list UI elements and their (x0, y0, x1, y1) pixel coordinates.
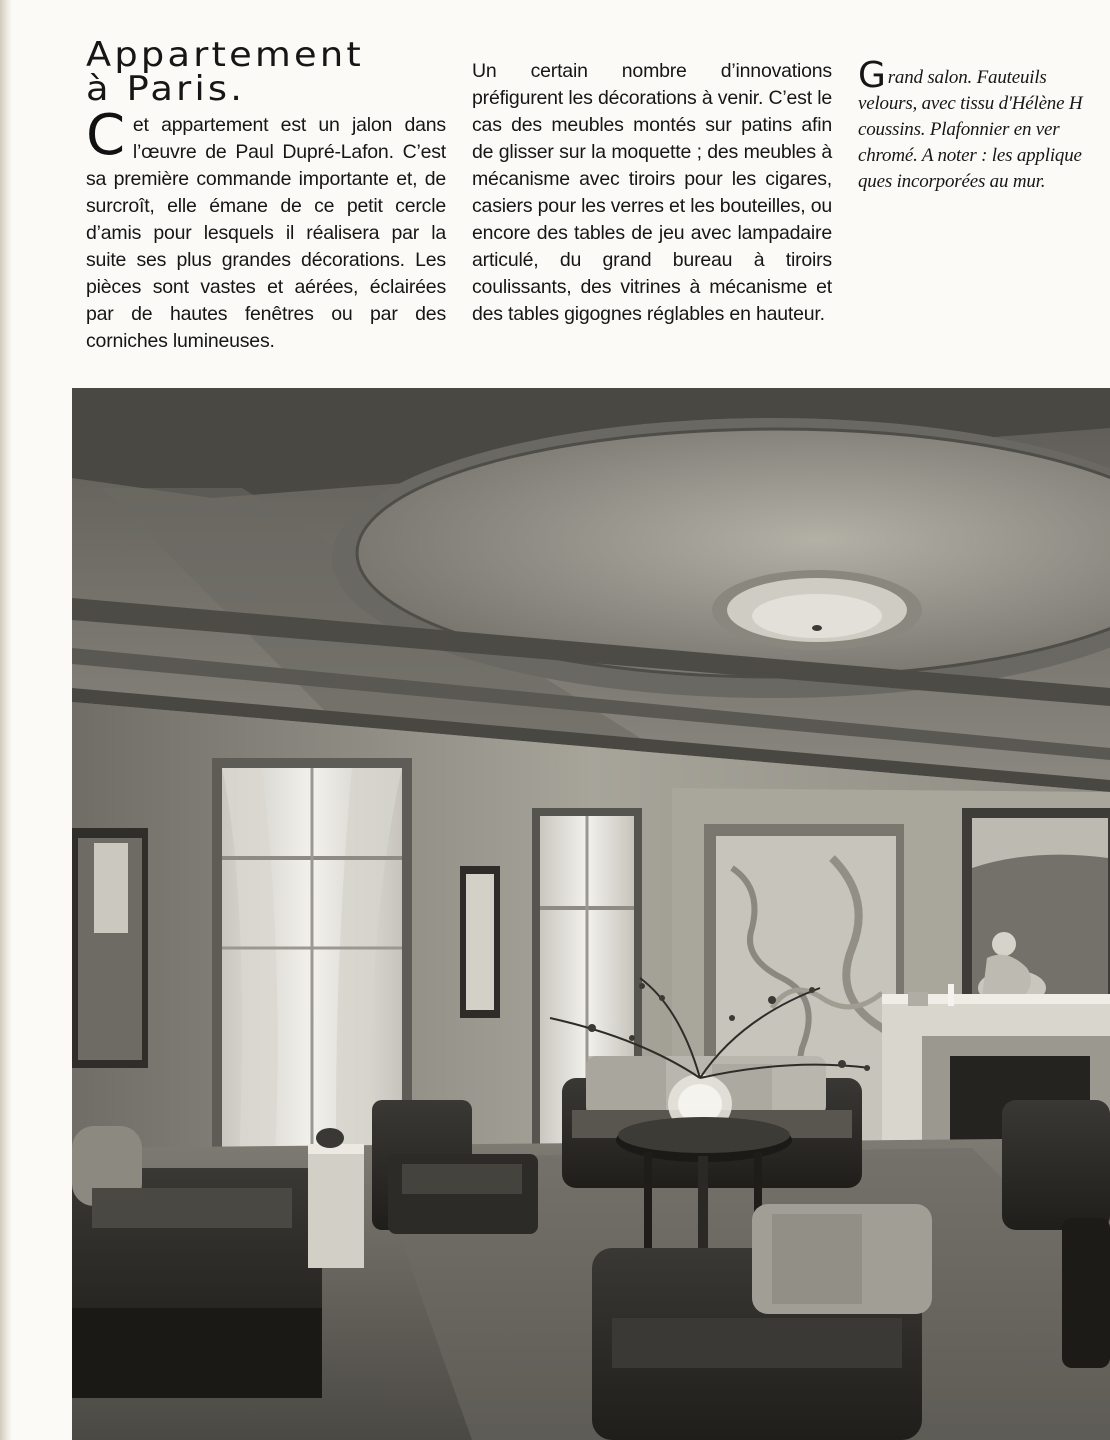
salon-photo-illustration (72, 388, 1110, 1440)
article-title-line1: Appartement (86, 35, 364, 75)
body-column-1-text: et appartement est un jalon dans l’œuvre de Paul Dupré-Lafon. C’est sa première commande importante et, de surcroît, elle émane de ce petit cercle d’amis pour lesquels il réalisera par la suite ses plus grandes décorations. Les pièces sont vastes et aérées, éclairées par de hautes fenêtres ou par des corniches lumineuses. (86, 114, 446, 352)
caption-line-4: chromé. A noter : les applique (858, 145, 1082, 166)
caption-line-2: velours, avec tissu d'Hélène H (858, 93, 1083, 114)
body-column-1 (86, 103, 446, 355)
page-gutter-shadow (0, 0, 12, 1440)
caption-line-3: coussins. Plafonnier en ver (858, 119, 1060, 140)
article-title (86, 35, 486, 109)
salon-photograph (72, 388, 1110, 1440)
article-title-line2: à Paris. (86, 69, 246, 109)
caption-line-5: ques incorporées au mur. (858, 171, 1046, 192)
caption-line-1: Grand salon. Fauteuils (858, 55, 1047, 96)
body-column-2-text: Un certain nombre d’innovations préfigurent les décorations à venir. C’est le cas des meubles montés sur patins afin de glisser sur la moquette ; des meubles à mécanisme avec tiroirs pour les cigares, casiers pour les verres et les bouteilles, ou encore des tables de jeu avec lampadaire articulé, du grand bureau à tiroirs coulissants, des vitrines à mécanisme et des tables gigognes réglables en hauteur. (472, 60, 832, 325)
caption-dropcap-g: G (858, 55, 886, 96)
dropcap-c: C (86, 103, 125, 168)
body-column-2 (472, 58, 832, 328)
photo-caption (858, 55, 1110, 195)
